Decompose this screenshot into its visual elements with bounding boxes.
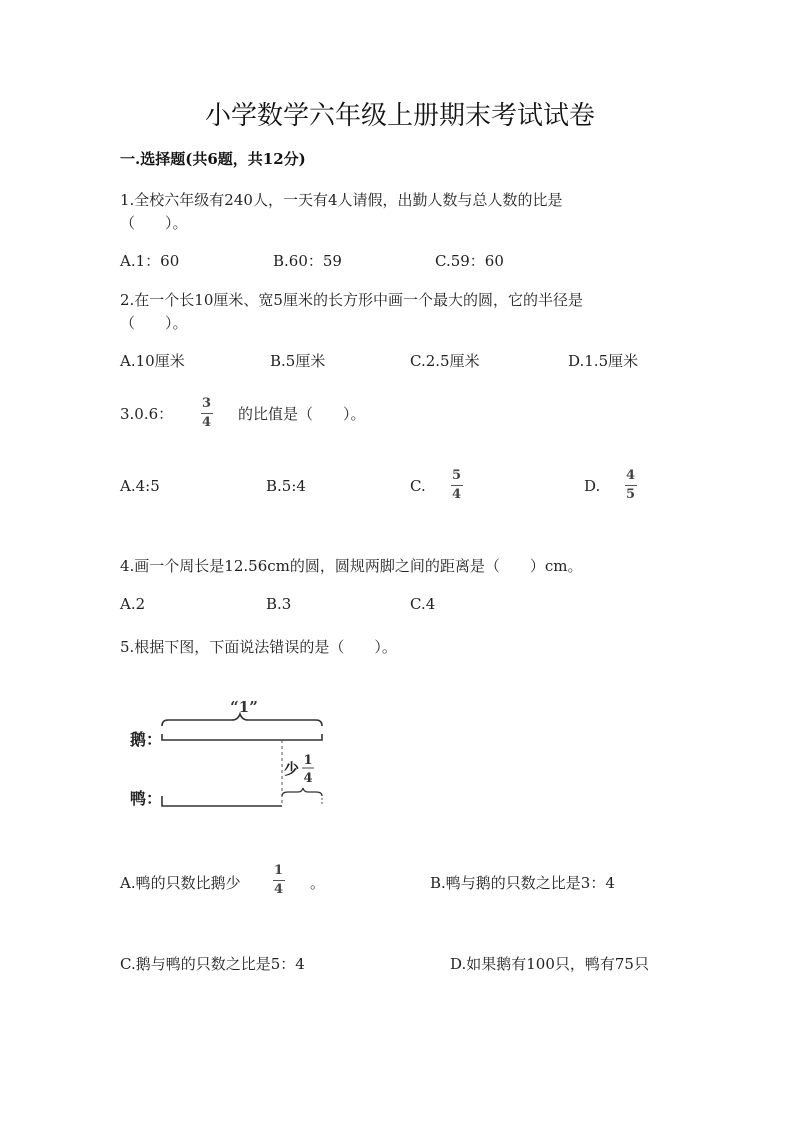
question-3-option-d: D.	[584, 477, 601, 495]
fraction-bar	[451, 485, 463, 486]
less-fraction-denominator: 4	[303, 771, 313, 786]
fraction-numerator: 4	[626, 468, 636, 483]
question-2-option-c: C.2.5厘米	[410, 352, 480, 370]
fraction-numerator: 1	[274, 863, 284, 878]
question-5-option-a-fraction	[272, 864, 285, 897]
question-5-option-a: A.鸭的只数比鹅少	[120, 874, 241, 892]
question-1-stem-line1: 1.全校六年级有240人，一天有4人请假，出勤人数与总人数的比是	[120, 191, 563, 209]
question-4-option-a: A.2	[120, 595, 146, 613]
question-3-stem-fraction	[200, 397, 213, 430]
duck-bar	[162, 796, 282, 806]
fraction-numerator: 5	[452, 468, 462, 483]
question-3-option-b: B.5:4	[266, 477, 306, 495]
question-1-stem-line2: （ ）。	[120, 214, 188, 232]
page-title: 小学数学六年级上册期末考试试卷	[204, 101, 595, 131]
goose-bar	[162, 734, 322, 740]
question-3-option-c-fraction	[450, 469, 463, 502]
less-fraction-numerator: 1	[303, 753, 313, 768]
question-3-option-d-fraction	[624, 469, 637, 502]
question-1-option-c: C.59：60	[435, 252, 504, 270]
section-heading: 一.选择题(共6题，共12分)	[120, 150, 306, 168]
fraction-bar	[273, 880, 285, 881]
fraction-denominator: 5	[626, 487, 636, 502]
question-5-option-d: D.如果鹅有100只，鸭有75只	[450, 955, 649, 973]
fraction-denominator: 4	[452, 487, 462, 502]
question-2-option-b: B.5厘米	[270, 352, 326, 370]
question-2-option-a: A.10厘米	[120, 352, 185, 370]
fraction-bar	[625, 485, 637, 486]
question-1-option-a: A.1：60	[120, 252, 180, 270]
question-1-option-b: B.60：59	[273, 252, 342, 270]
diagram-svg	[128, 690, 328, 815]
question-5-option-b: B.鸭与鹅的只数之比是3：4	[430, 874, 615, 892]
question-3-option-a: A.4:5	[120, 477, 160, 495]
question-4-option-c: C.4	[410, 595, 436, 613]
goose-duck-diagram	[128, 690, 328, 815]
less-brace	[282, 788, 322, 796]
question-4-option-b: B.3	[266, 595, 292, 613]
question-5-option-c: C.鹅与鸭的只数之比是5：4	[120, 955, 305, 973]
question-2-option-d: D.1.5厘米	[568, 352, 639, 370]
fraction-denominator: 4	[274, 882, 284, 897]
fraction-bar	[201, 413, 213, 414]
goose-label: 鹅：	[130, 730, 163, 749]
question-3-option-c: C.	[410, 477, 426, 495]
question-5-stem: 5.根据下图，下面说法错误的是（ ）。	[120, 638, 397, 656]
question-5-option-a-end: 。	[310, 874, 326, 892]
question-3-stem-suffix: 的比值是（ ）。	[238, 405, 366, 423]
duck-label: 鸭：	[130, 789, 163, 808]
whole-label: “1”	[230, 698, 258, 716]
fraction-denominator: 4	[202, 415, 212, 430]
fraction-numerator: 3	[202, 396, 212, 411]
less-label: 少	[284, 760, 300, 778]
question-3-stem-prefix: 3.0.6：	[120, 405, 174, 423]
question-4-stem: 4.画一个周长是12.56cm的圆，圆规两脚之间的距离是（ ）cm。	[120, 557, 583, 575]
question-2-stem-line2: （ ）。	[120, 314, 188, 332]
question-2-stem-line1: 2.在一个长10厘米、宽5厘米的长方形中画一个最大的圆，它的半径是	[120, 291, 583, 309]
